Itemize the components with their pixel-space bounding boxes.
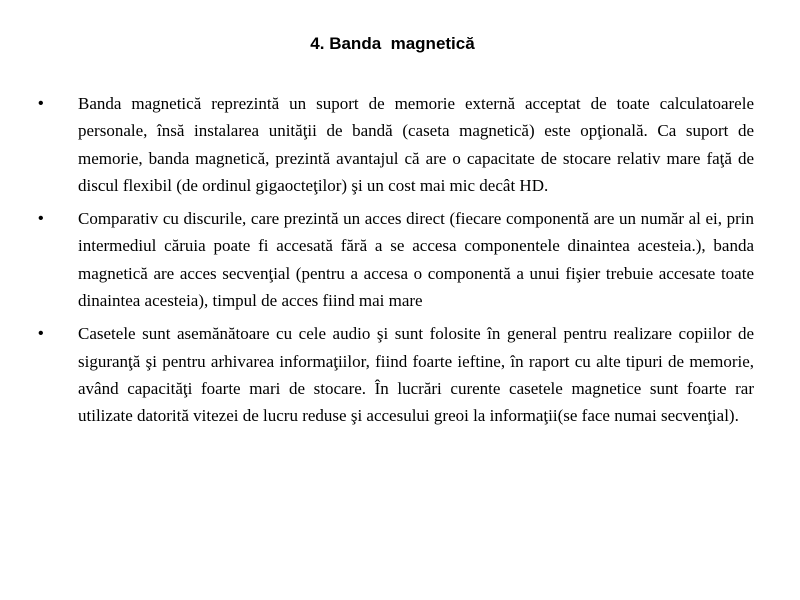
bullet-icon: • [38,325,44,343]
bullet-item-1 [38,90,754,199]
bullet-icon: • [38,210,44,228]
bullet-text-3: Casetele sunt asemănătoare cu cele audio şi sunt folosite în general pentru realizare copiilor de siguranţă şi pentru arhivarea informaţiilor, fiind foarte ieftine, în raport cu alte tipuri de memorie, având capacităţi foarte mari de stocare. În lucrări curente casetele magnetice sunt foarte rar utilizate datorită vitezei de lucru reduse şi accesului greoi la informaţii(se face numai secvenţial). [78,324,754,426]
bullet-list [38,90,754,436]
bullet-text-2: Comparativ cu discurile, care prezintă un acces direct (fiecare componentă are un număr al ei, prin intermediul căruia poate fi accesată fără a se accesa componentele dinaintea acesteia.), banda magnetică are acces secvenţial (pentru a accesa o componentă a unui fişier trebuie accesate toate dinaintea acesteia), timpul de acces fiind mai mare [78,209,754,311]
bullet-item-2 [38,205,754,314]
slide-title: 4. Banda magnetică [310,34,475,53]
bullet-text-1: Banda magnetică reprezintă un suport de memorie externă acceptat de toate calculatoarele personale, însă instalarea unităţii de bandă (caseta magnetică) este opţională. Ca suport de memorie, banda magnetică, prezintă avantajul că are o capacitate de stocare relativ mare faţă de discul flexibil (de ordinul gigaocteţilor) şi un cost mai mic decât HD. [78,94,754,195]
bullet-item-3 [38,320,754,429]
bullet-icon: • [38,95,44,112]
